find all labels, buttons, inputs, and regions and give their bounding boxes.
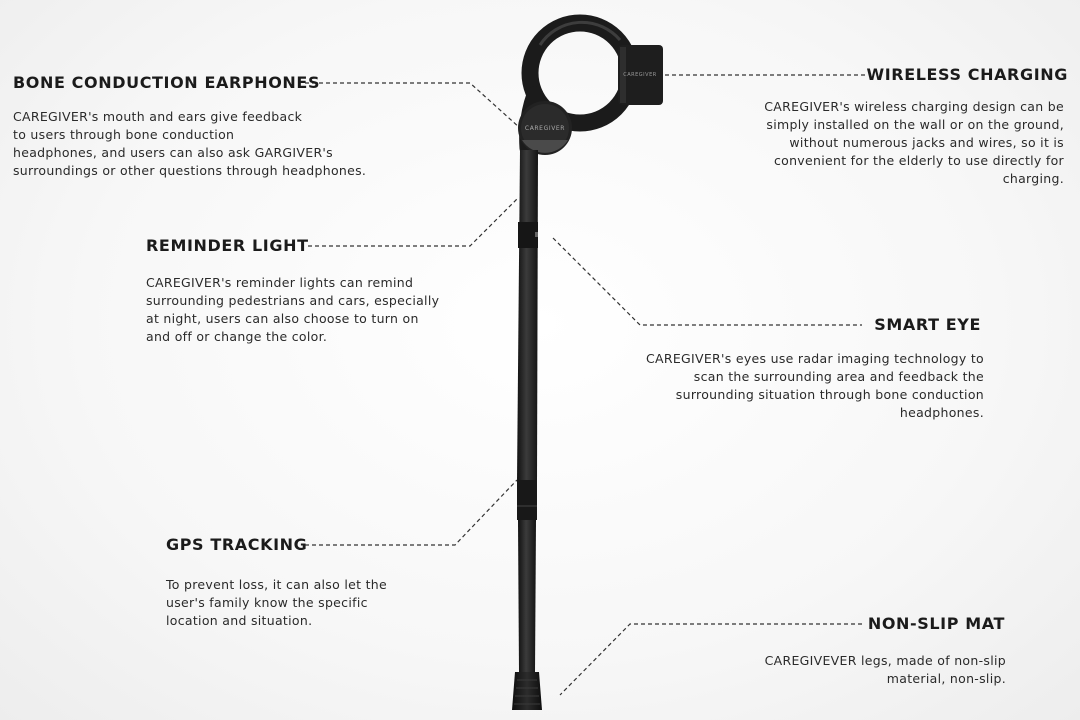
desc-line: surrounding pedestrians and cars, especially xyxy=(146,293,440,308)
wireless-charging-desc xyxy=(664,98,1064,188)
desc-line: convenient for the elderly to use directly for xyxy=(773,153,1064,168)
leader-gps-tracking xyxy=(305,480,517,545)
desc-line: surrounding situation through bone conduction xyxy=(675,387,984,402)
ear-hub-label: CAREGIVER xyxy=(524,125,566,132)
desc-line: CAREGIVER's reminder lights can remind xyxy=(146,275,414,290)
desc-line: CAREGIVER's eyes use radar imaging technology to xyxy=(645,351,984,366)
leader-reminder-light xyxy=(308,198,518,246)
desc-line: to users through bone conduction xyxy=(13,127,235,142)
desc-line: location and situation. xyxy=(166,613,313,628)
bone-conduction-title: BONE CONDUCTION EARPHONES xyxy=(13,73,321,92)
charging-pod-label: CAREGIVER xyxy=(623,72,657,78)
desc-line: CAREGIVER's wireless charging design can be xyxy=(764,99,1064,114)
desc-line: scan the surrounding area and feedback the xyxy=(693,369,984,384)
desc-line: CAREGIVEVER legs, made of non-slip xyxy=(764,653,1006,668)
desc-line: surroundings or other questions through headphones. xyxy=(13,163,367,178)
desc-line: headphones, and users can also ask GARGIVER's xyxy=(13,145,333,160)
gps-tracking-title: GPS TRACKING xyxy=(166,535,308,554)
reminder-light-title: REMINDER LIGHT xyxy=(146,236,309,255)
gps-band xyxy=(517,480,537,520)
desc-line: material, non-slip. xyxy=(886,671,1006,686)
desc-line: without numerous jacks and wires, so it is xyxy=(789,135,1064,150)
desc-line: To prevent loss, it can also let the xyxy=(166,577,387,592)
smart-eye-title: SMART EYE xyxy=(874,315,981,334)
non-slip-mat-title: NON-SLIP MAT xyxy=(867,614,1005,633)
desc-line: user's family know the specific xyxy=(166,595,368,610)
desc-line: and off or change the color. xyxy=(146,329,328,344)
desc-line: at night, users can also choose to turn on xyxy=(146,311,419,326)
bone-conduction-desc xyxy=(13,108,433,180)
desc-line: CAREGIVER's mouth and ears give feedback xyxy=(13,109,303,124)
desc-line: simply installed on the wall or on the ground, xyxy=(766,117,1064,132)
desc-line: headphones. xyxy=(899,405,984,420)
cane-handle xyxy=(518,22,663,155)
non-slip-mat-desc xyxy=(686,652,1006,688)
cane-shaft xyxy=(512,150,542,710)
wireless-charging-title: WIRELESS CHARGING xyxy=(866,65,1068,84)
gps-tracking-desc xyxy=(166,576,466,630)
shaft-upper xyxy=(517,150,538,482)
smart-eye-desc xyxy=(584,350,984,422)
leader-smart-eye xyxy=(553,238,862,325)
desc-line: charging. xyxy=(1002,171,1064,186)
reminder-light-desc xyxy=(146,274,486,346)
shaft-lower xyxy=(518,520,536,672)
